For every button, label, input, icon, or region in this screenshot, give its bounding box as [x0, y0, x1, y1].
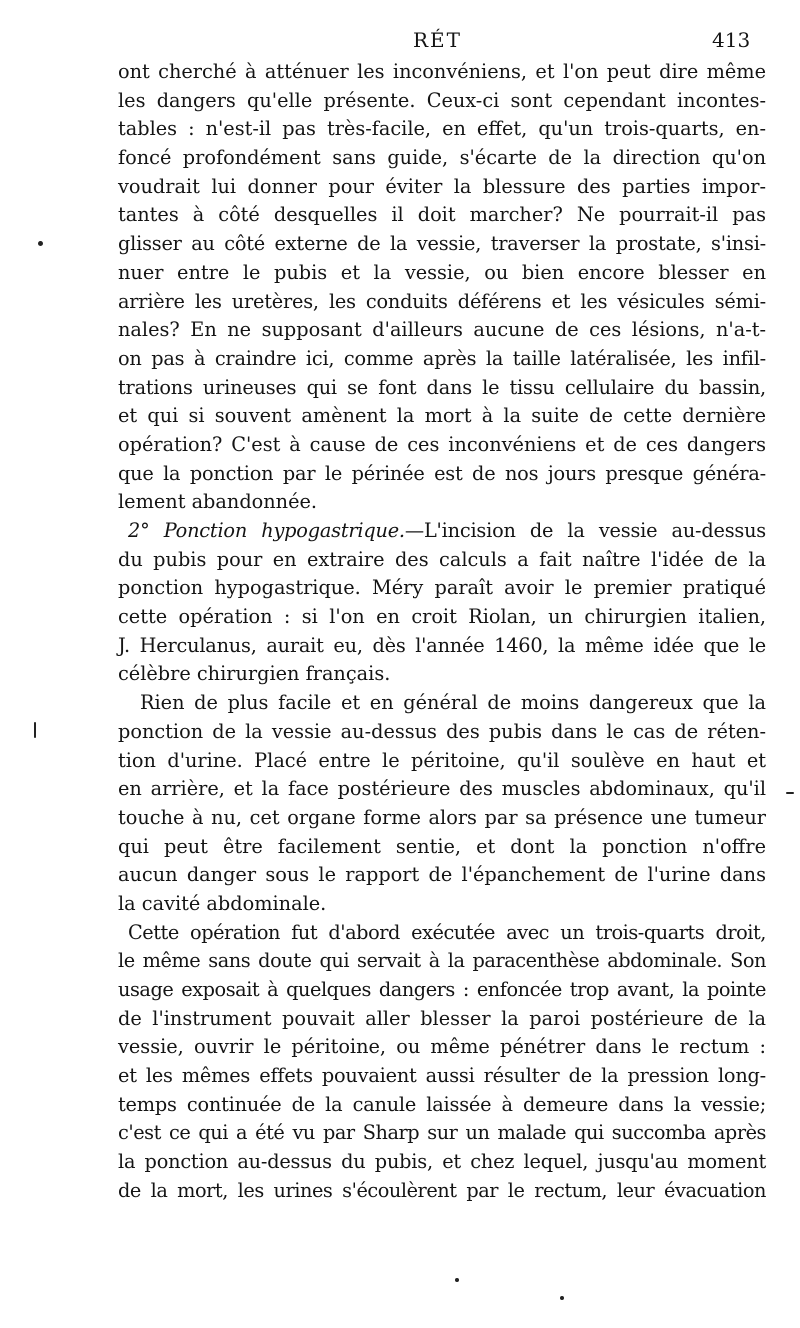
text-line: Cette opération fut d'abord exécutée avec un trois-quarts droit, [128, 920, 766, 944]
text-line: arrière les uretères, les conduits déférens et les vésicules sémi- [118, 289, 766, 313]
text-line: tables : n'est-il pas très-facile, en effet, qu'un trois-quarts, en- [118, 117, 766, 141]
text-line: tion d'urine. Placé entre le péritoine, qu'il soulève en haut et [118, 748, 766, 772]
text-line: usage exposait à quelques dangers : enfoncée trop avant, la pointe [118, 978, 766, 1001]
text-line: qui peut être facilement sentie, et dont la ponction n'offre [118, 834, 766, 858]
section-heading: 2° Ponction hypogastrique. [128, 519, 405, 542]
text-line: ponction de la vessie au-dessus des pubis dans le cas de réten- [118, 719, 766, 743]
text-line: voudrait lui donner pour éviter la blessure des parties impor- [118, 174, 766, 198]
text-line: la ponction au-dessus du pubis, et chez lequel, jusqu'au moment [118, 1150, 766, 1174]
text-line: touche à nu, cet organe forme alors par sa présence une tumeur [118, 805, 766, 829]
text-line: opération? C'est à cause de ces inconvéniens et de ces dangers [118, 432, 766, 456]
text-line: les dangers qu'elle présente. Ceux-ci sont cependant incontes- [118, 88, 766, 112]
text-line: la cavité abdominale. [118, 891, 327, 915]
text-line: célèbre chirurgien français. [118, 662, 391, 686]
text-line: de la mort, les urines s'écoulèrent par le rectum, leur évacuation [118, 1178, 766, 1202]
paragraph-4 [118, 919, 766, 1206]
text-line: tantes à côté desquelles il doit marcher? Ne pourrait-il pas [118, 203, 766, 227]
text-fragment: —L'incision de la vessie au-dessus [404, 519, 767, 542]
paragraph-3 [118, 689, 766, 919]
text-line: du pubis pour en extraire des calculs a fait naître l'idée de la [118, 547, 766, 571]
text-line: aucun danger sous le rapport de l'épanchement de l'urine dans [118, 863, 766, 887]
paragraph-1 [118, 58, 766, 517]
text-line: temps continuée de la canule laissée à demeure dans la vessie; [118, 1092, 766, 1116]
text-line: le même sans doute qui servait à la paracenthèse abdominale. Son [118, 949, 766, 973]
scan-speck [38, 241, 43, 246]
text-line: lement abandonnée. [118, 490, 318, 514]
text-line: et les mêmes effets pouvaient aussi résulter de la pression long- [118, 1064, 766, 1088]
text-line: Rien de plus facile et en général de moins dangereux que la [140, 691, 766, 715]
scan-speck [34, 722, 36, 738]
text-line: et qui si souvent amènent la mort à la suite de cette dernière [118, 404, 766, 428]
text-line: ponction hypogastrique. Méry paraît avoir le premier pratiqué [118, 576, 766, 600]
text-line: trations urineuses qui se font dans le tissu cellulaire du bassin, [118, 375, 766, 399]
body-text [118, 58, 766, 1206]
text-line: nales? En ne supposant d'ailleurs aucune de ces lésions, n'a-t- [118, 318, 766, 342]
text-line: J. Herculanus, aurait eu, dès l'année 1460, la même idée que le [118, 633, 766, 657]
text-line: on pas à craindre ici, comme après la taille latéralisée, les infil- [118, 346, 766, 370]
scan-speck [786, 792, 794, 794]
text-line: nuer entre le pubis et la vessie, ou bien encore blesser en [118, 260, 766, 284]
text-line: ont cherché à atténuer les inconvéniens, et l'on peut dire même [118, 60, 766, 83]
text-line: que la ponction par le périnée est de nos jours presque généra- [118, 461, 766, 485]
text-line [118, 517, 766, 546]
running-header [0, 22, 800, 52]
text-line: en arrière, et la face postérieure des muscles abdominaux, qu'il [118, 777, 766, 801]
text-line: cette opération : si l'on en croit Riolan, un chirurgien italien, [118, 605, 766, 629]
text-line: vessie, ouvrir le péritoine, ou même pénétrer dans le rectum : [118, 1035, 766, 1059]
text-line: foncé profondément sans guide, s'écarte de la direction qu'on [118, 146, 766, 170]
running-title: RÉT [413, 28, 462, 52]
text-line: de l'instrument pouvait aller blesser la paroi postérieure de la [118, 1006, 766, 1030]
page-number: 413 [712, 28, 751, 52]
scan-speck [560, 1296, 564, 1300]
paragraph-2 [118, 517, 766, 689]
text-line: glisser au côté externe de la vessie, traverser la prostate, s'insi- [118, 232, 766, 256]
scan-speck [455, 1278, 459, 1282]
text-line: c'est ce qui a été vu par Sharp sur un malade qui succomba après [118, 1121, 766, 1145]
